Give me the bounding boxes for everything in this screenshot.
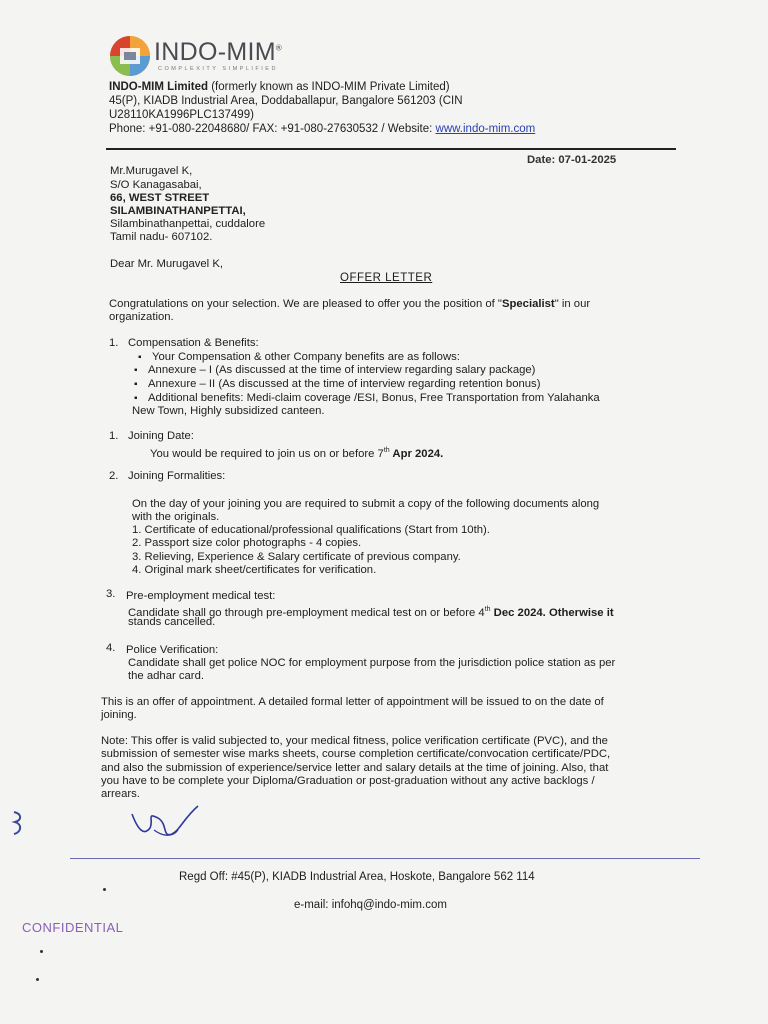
police-text-line2: the adhar card. <box>128 670 204 682</box>
list-item: ▪ Annexure – I (As discussed at the time of interview regarding salary package) <box>148 364 535 378</box>
logo-wordmark: INDO-MIM® <box>154 38 283 66</box>
list-item: 3. Relieving, Experience & Salary certificate of previous company. <box>132 551 461 563</box>
footer-divider <box>70 858 700 859</box>
recipient-locality: SILAMBINATHANPETTAI, <box>110 205 246 217</box>
section-title-compensation: Compensation & Benefits: <box>128 337 259 349</box>
list-item-continued: New Town, Highly subsidized canteen. <box>132 405 325 417</box>
police-text-line1: Candidate shall get police NOC for employment purpose from the jurisdiction police station as per <box>128 657 616 669</box>
section-title-formalities: Joining Formalities: <box>128 470 226 482</box>
medical-text-line1: Candidate shall go through pre-employment medical test on or before 4th Dec 2024. Otherwise it <box>128 606 614 619</box>
note-line1: Note: This offer is valid subjected to, your medical fitness, police verification certificate (PVC), and the <box>101 735 608 747</box>
staple-mark <box>10 808 26 838</box>
logo-tagline: COMPLEXITY SIMPLIFIED <box>158 66 278 72</box>
note-line2: submission of semester wise marks sheets, course completion certificate/convocation certificate/PDC, <box>101 748 611 760</box>
letter-title: OFFER LETTER <box>340 272 433 284</box>
recipient-city: Silambinathanpettai, cuddalore <box>110 218 266 230</box>
list-item: 1. Certificate of educational/professional qualifications (Start from 10th). <box>132 524 490 536</box>
scan-speck <box>103 888 106 891</box>
scan-speck <box>36 978 39 981</box>
recipient-street: 66, WEST STREET <box>110 192 210 204</box>
list-item: ▪ Your Compensation & other Company benefits are as follows: <box>152 351 460 365</box>
formalities-intro-line2: with the originals. <box>132 511 220 523</box>
section-title-police: Police Verification: <box>126 644 219 656</box>
section-title-joining-date: Joining Date: <box>128 430 194 442</box>
recipient-name: Mr.Murugavel K, <box>110 165 193 177</box>
section-number: 1. <box>109 430 119 442</box>
note-line3: and also the submission of experience/service letter and salary details at the time of joining. Also, that <box>101 762 609 774</box>
list-item: 4. Original mark sheet/certificates for verification. <box>132 564 377 576</box>
recipient-parent: S/O Kanagasabai, <box>110 179 202 191</box>
offer-note-line1: This is an offer of appointment. A detailed formal letter of appointment will be issued to on the date of <box>101 696 604 708</box>
company-address-line2: U28110KA1996PLC137499) <box>109 109 254 121</box>
recipient-state: Tamil nadu- 607102. <box>110 231 213 243</box>
offer-note-line2: joining. <box>101 709 137 721</box>
medical-text-line2: stands cancelled. <box>128 616 216 628</box>
confidential-stamp: CONFIDENTIAL <box>22 920 124 935</box>
company-name-line: INDO-MIM Limited (formerly known as INDO-MIM Private Limited) <box>109 81 450 93</box>
logo-globe-icon <box>108 34 152 78</box>
footer-email[interactable]: e-mail: infohq@indo-mim.com <box>294 899 447 911</box>
website-link[interactable]: www.indo-mim.com <box>435 123 536 135</box>
note-line5: arrears. <box>101 788 140 800</box>
salutation: Dear Mr. Murugavel K, <box>110 258 224 270</box>
joining-date-text: You would be required to join us on or before 7th Apr 2024. <box>150 447 444 460</box>
list-item: ▪ Annexure – II (As discussed at the time of interview regarding retention bonus) <box>148 378 540 392</box>
company-logo <box>108 34 308 78</box>
list-item: ▪ Additional benefits: Medi-claim coverage /ESI, Bonus, Free Transportation from Yalahanka <box>148 392 600 406</box>
signature <box>128 800 208 844</box>
intro-line1: Congratulations on your selection. We are pleased to offer you the position of "Specialist" in our <box>109 298 591 310</box>
formalities-intro-line1: On the day of your joining you are required to submit a copy of the following documents along <box>132 498 600 510</box>
letter-date: Date: 07-01-2025 <box>527 154 617 166</box>
intro-line2: organization. <box>109 311 174 323</box>
section-number: 2. <box>109 470 119 482</box>
note-line4: you have to be complete your Diploma/Graduation or post-graduation without any active backlogs / <box>101 775 595 787</box>
section-title-medical: Pre-employment medical test: <box>126 590 276 602</box>
position-name: Specialist <box>501 298 555 310</box>
list-item: 2. Passport size color photographs - 4 copies. <box>132 537 362 549</box>
section-number: 3. <box>106 588 116 600</box>
footer-registered-office: Regd Off: #45(P), KIADB Industrial Area, Hoskote, Bangalore 562 114 <box>179 871 535 883</box>
section-number: 4. <box>106 642 116 654</box>
section-number: 1. <box>109 337 119 349</box>
header-divider <box>106 148 676 150</box>
scan-speck <box>40 950 43 953</box>
company-address-line1: 45(P), KIADB Industrial Area, Doddaballapur, Bangalore 561203 (CIN <box>109 95 463 107</box>
company-contact-line: Phone: +91-080-22048680/ FAX: +91-080-27630532 / Website: www.indo-mim.com <box>109 123 536 135</box>
